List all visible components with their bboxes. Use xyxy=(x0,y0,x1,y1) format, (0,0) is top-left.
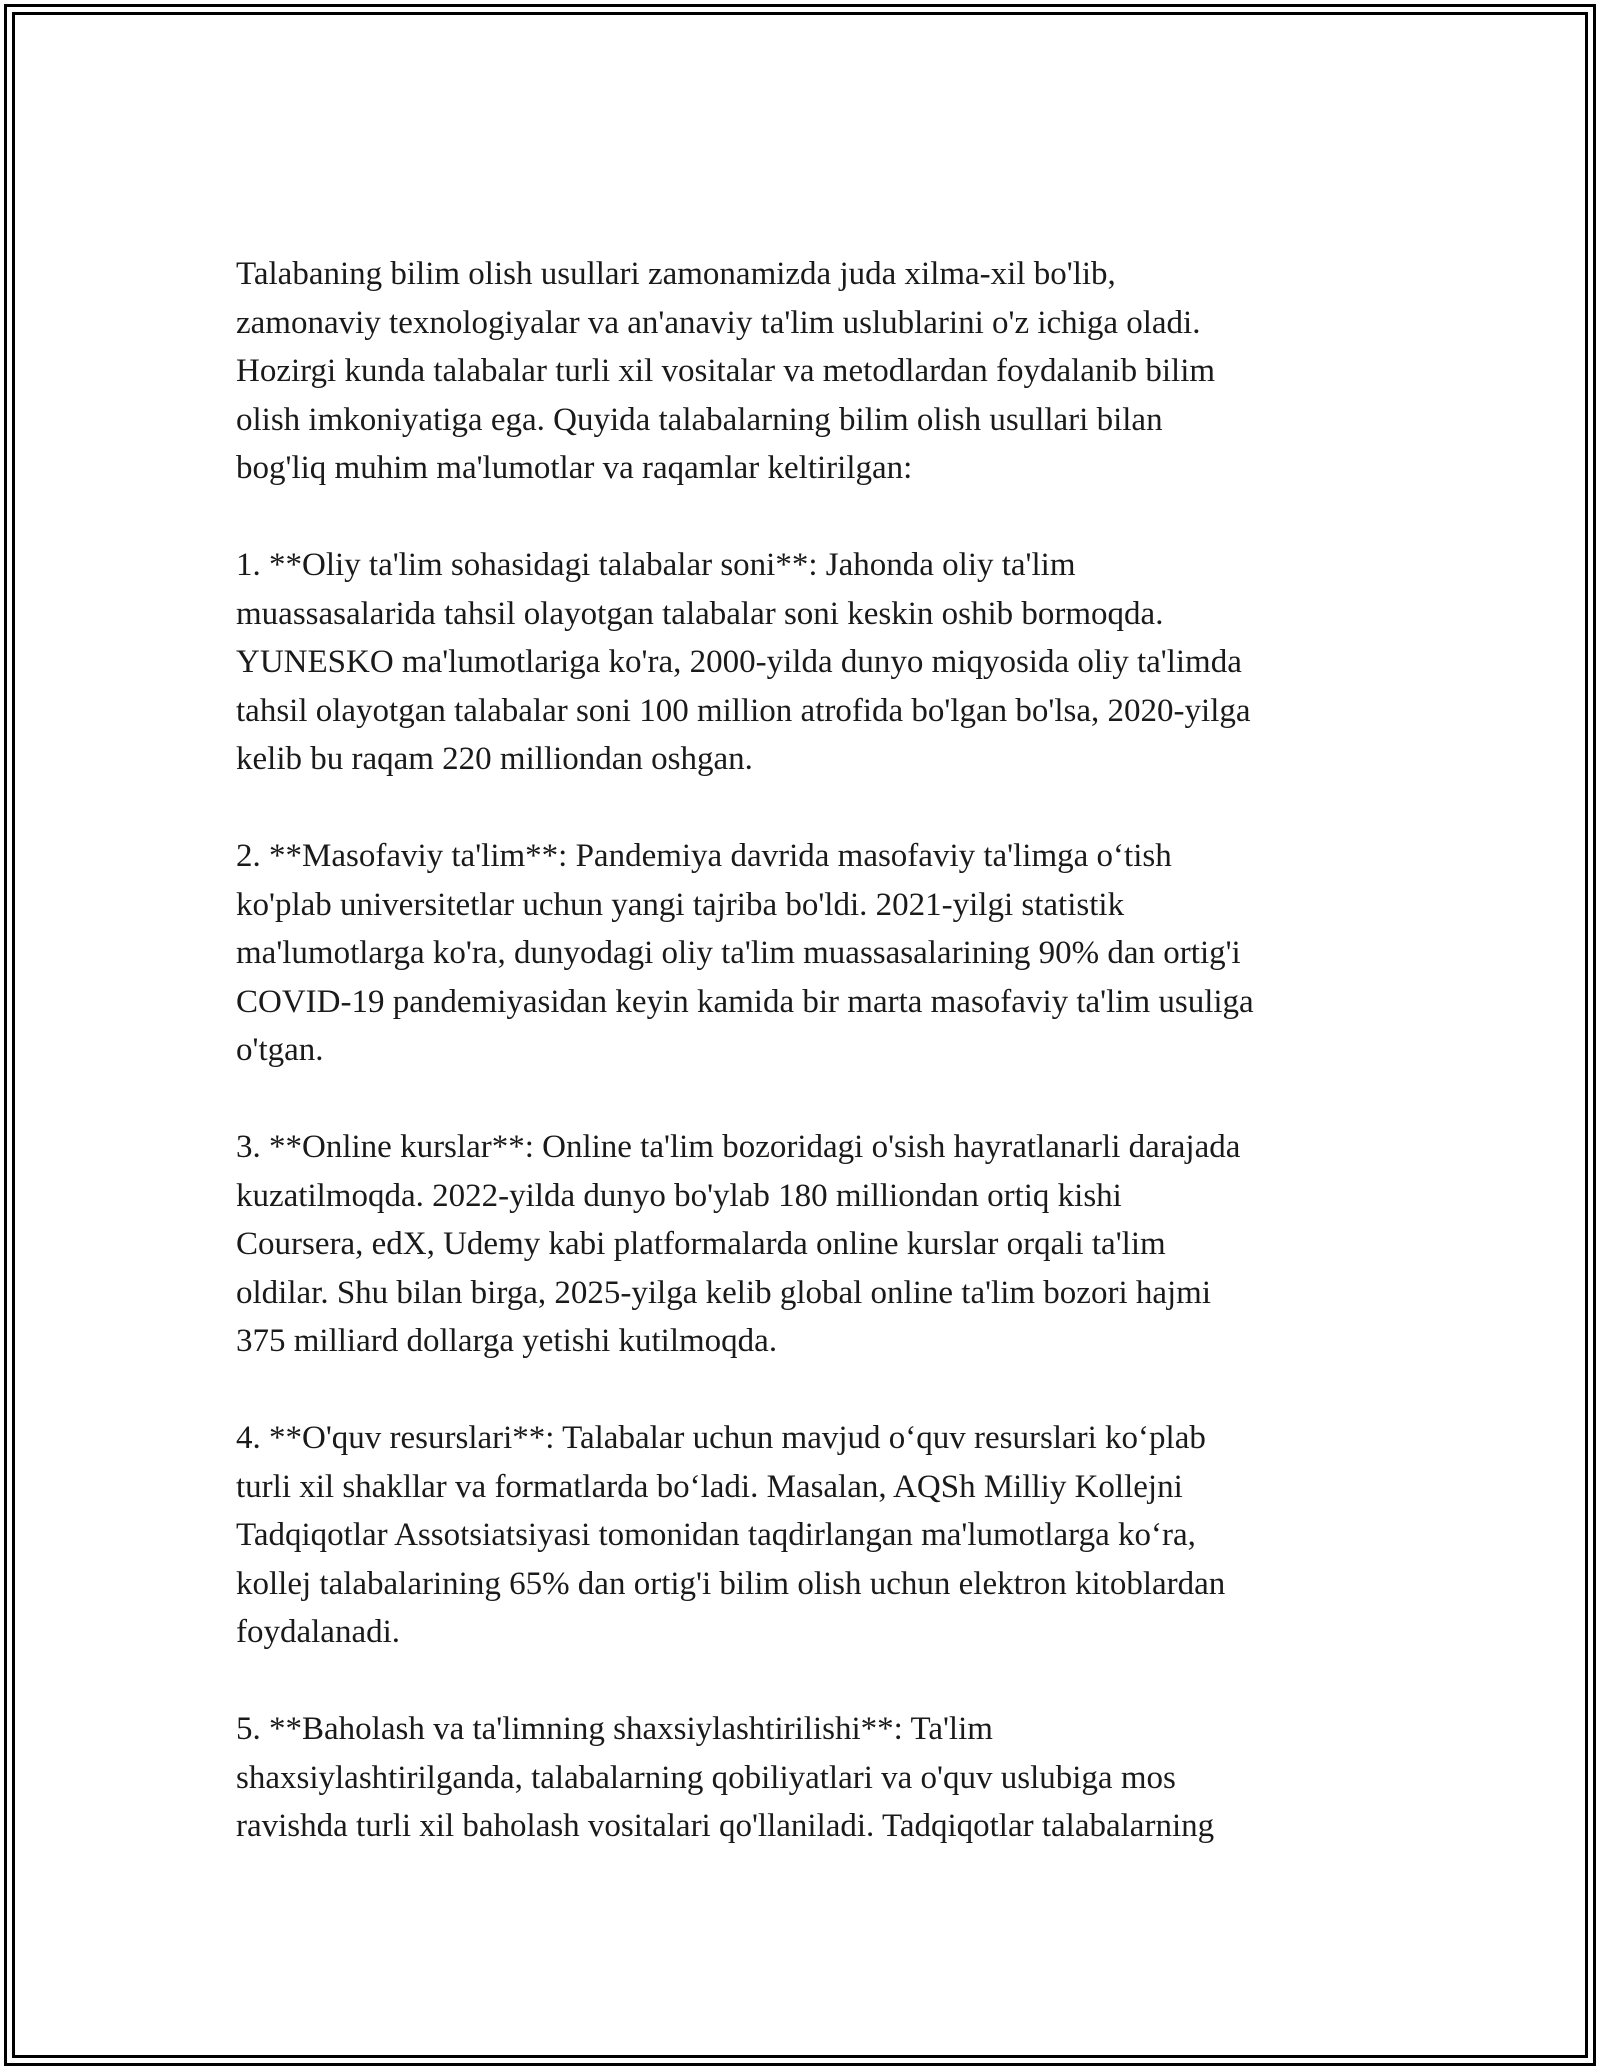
text-line: o'tgan. xyxy=(236,1032,324,1068)
text-line: bog'liq muhim ma'lumotlar va raqamlar keltirilgan: xyxy=(236,450,913,486)
paragraph-intro xyxy=(236,250,1416,493)
paragraph-item-4 xyxy=(236,1414,1416,1657)
text-line: olish imkoniyatiga ega. Quyida talabalarning bilim olish usullari bilan xyxy=(236,401,1163,438)
text-line: oldilar. Shu bilan birga, 2025-yilga kelib global online ta'lim bozori hajmi xyxy=(236,1274,1212,1311)
text-line: kollej talabalarining 65% dan ortig'i bilim olish uchun elektron kitoblardan xyxy=(236,1565,1226,1602)
text-line: muassasalarida tahsil olayotgan talabalar soni keskin oshib bormoqda. xyxy=(236,595,1164,632)
paragraph-item-5 xyxy=(236,1705,1416,1851)
paragraph-item-1 xyxy=(236,541,1416,784)
text-line: Hozirgi kunda talabalar turli xil vositalar va metodlardan foydalanib bilim xyxy=(236,353,1216,389)
text-line: ma'lumotlarga ko'ra, dunyodagi oliy ta'lim muassasalarining 90% dan ortig'i xyxy=(236,935,1241,971)
text-line: 5. **Baholash va ta'limning shaxsiylashtirilishi**: Ta'lim xyxy=(236,1711,993,1747)
text-line: Tadqiqotlar Assotsiatsiyasi tomonidan taqdirlangan ma'lumotlarga ko‘ra, xyxy=(236,1517,1196,1553)
text-line: foydalanadi. xyxy=(236,1614,401,1650)
text-line: zamonaviy texnologiyalar va an'anaviy ta'lim uslublarini o'z ichiga oladi. xyxy=(236,304,1201,341)
text-line: 3. **Online kurslar**: Online ta'lim bozoridagi o'sish hayratlanarli darajada xyxy=(236,1129,1241,1165)
paragraph-item-2 xyxy=(236,832,1416,1075)
text-line: YUNESKO ma'lumotlariga ko'ra, 2000-yilda dunyo miqyosida oliy ta'limda xyxy=(236,644,1242,680)
text-line: ko'plab universitetlar uchun yangi tajriba bo'ldi. 2021-yilgi statistik xyxy=(236,886,1125,923)
text-line: 375 milliard dollarga yetishi kutilmoqda. xyxy=(236,1323,778,1359)
document-body xyxy=(236,250,1416,1899)
text-line: tahsil olayotgan talabalar soni 100 million atrofida bo'lgan bo'lsa, 2020-yilga xyxy=(236,692,1251,729)
text-line: 4. **O'quv resurslari**: Talabalar uchun mavjud o‘quv resurslari ko‘plab xyxy=(236,1420,1206,1456)
text-line: Talabaning bilim olish usullari zamonamizda juda xilma-xil bo'lib, xyxy=(236,256,1116,292)
paragraph-item-3 xyxy=(236,1123,1416,1366)
text-line: 2. **Masofaviy ta'lim**: Pandemiya davrida masofaviy ta'limga o‘tish xyxy=(236,838,1172,874)
text-line: shaxsiylashtirilganda, talabalarning qobiliyatlari va o'quv uslubiga mos xyxy=(236,1759,1176,1796)
text-line: 1. **Oliy ta'lim sohasidagi talabalar soni**: Jahonda oliy ta'lim xyxy=(236,547,1076,583)
text-line: Coursera, edX, Udemy kabi platformalarda online kurslar orqali ta'lim xyxy=(236,1226,1166,1262)
text-line: turli xil shakllar va formatlarda bo‘ladi. Masalan, AQSh Milliy Kollejni xyxy=(236,1468,1183,1505)
text-line: kelib bu raqam 220 milliondan oshgan. xyxy=(236,741,753,777)
text-line: COVID-19 pandemiyasidan keyin kamida bir marta masofaviy ta'lim usuliga xyxy=(236,983,1254,1020)
text-line: kuzatilmoqda. 2022-yilda dunyo bo'ylab 180 milliondan ortiq kishi xyxy=(236,1177,1122,1214)
text-line: ravishda turli xil baholash vositalari qo'llaniladi. Tadqiqotlar talabalarning xyxy=(236,1808,1215,1844)
